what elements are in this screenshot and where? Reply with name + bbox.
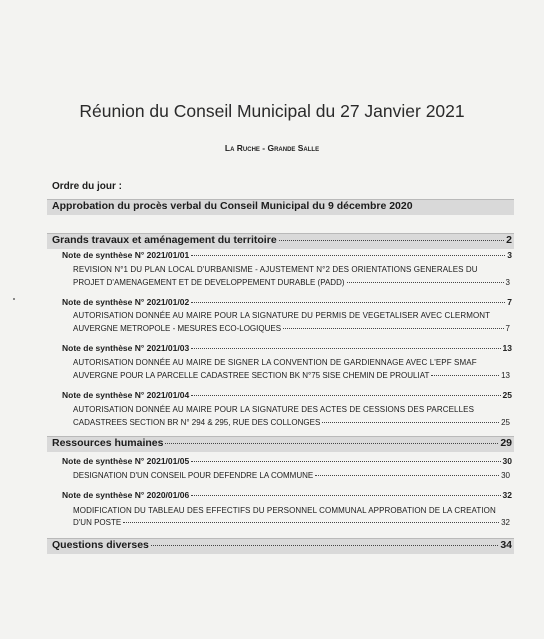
item-text: DESIGNATION D'UN CONSEIL POUR DEFENDRE LA COMMUNE xyxy=(73,471,314,480)
note-label: Note de synthèse N° 2021/01/05 xyxy=(62,456,190,466)
item-text: AUVERGNE POUR LA PARCELLE CADASTREE SECTION BK N°75 SISE CHEMIN DE PROULIAT xyxy=(73,371,430,380)
toc-item xyxy=(73,471,510,480)
toc-note xyxy=(62,490,512,500)
toc-note xyxy=(62,297,512,307)
page-number: 29 xyxy=(500,437,512,449)
page-number: 13 xyxy=(501,371,510,380)
margin-mark xyxy=(13,298,15,300)
toc-section xyxy=(52,234,512,246)
page-number: 2 xyxy=(506,234,512,246)
agenda-label: Ordre du jour : xyxy=(52,181,122,192)
toc-item-line: MODIFICATION DU TABLEAU DES EFFECTIFS DU PERSONNEL COMMUNAL APPROBATION DE LA CREATION xyxy=(73,506,496,515)
section-title: Ressources humaines xyxy=(52,437,164,449)
dot-leader xyxy=(315,475,499,476)
dot-leader xyxy=(191,255,505,256)
toc-item xyxy=(73,418,510,427)
page-number: 34 xyxy=(500,539,512,551)
page-number: 32 xyxy=(502,490,512,500)
dot-leader xyxy=(431,375,499,376)
dot-leader xyxy=(191,495,500,496)
section-title: Questions diverses xyxy=(52,539,149,551)
toc-note xyxy=(62,390,512,400)
page-number: 25 xyxy=(502,390,512,400)
dot-leader xyxy=(191,395,500,396)
item-text: CADASTREES SECTION BR N° 294 & 295, RUE DES COLLONGES xyxy=(73,418,321,427)
page-number: 32 xyxy=(501,518,510,527)
page-number: 30 xyxy=(501,471,510,480)
toc-item xyxy=(73,278,510,287)
section-title: Grands travaux et aménagement du territoire xyxy=(52,234,277,246)
item-text: PROJET D'AMENAGEMENT ET DE DEVELOPPEMENT DURABLE (PADD) xyxy=(73,278,345,287)
toc-item xyxy=(73,518,510,527)
toc-item xyxy=(73,324,510,333)
toc-section xyxy=(52,437,512,449)
note-label: Note de synthèse N° 2021/01/04 xyxy=(62,390,190,400)
dot-leader xyxy=(191,348,500,349)
dot-leader xyxy=(123,522,499,523)
toc-section xyxy=(52,539,512,551)
toc-item-line: AUTORISATION DONNÉE AU MAIRE POUR LA SIGNATURE DU PERMIS DE VEGETALISER AVEC CLERMONT xyxy=(73,311,491,320)
dot-leader xyxy=(165,443,498,444)
page-number: 3 xyxy=(507,250,512,260)
page-number: 30 xyxy=(502,456,512,466)
page-number: 7 xyxy=(505,324,510,333)
toc-item-line: AUTORISATION DONNÉE AU MAIRE POUR LA SIGNATURE DES ACTES DE CESSIONS DES PARCELLES xyxy=(73,405,475,414)
page-number: 13 xyxy=(502,343,512,353)
approval-title: Approbation du procès verbal du Conseil Municipal du 9 décembre 2020 xyxy=(52,200,413,212)
toc-note xyxy=(62,343,512,353)
toc-item-line: REVISION N°1 DU PLAN LOCAL D'URBANISME - AJUSTEMENT N°2 DES ORIENTATIONS GENERALES DU xyxy=(73,265,478,274)
dot-leader xyxy=(347,282,504,283)
page-number: 25 xyxy=(501,418,510,427)
toc-item xyxy=(73,371,510,380)
note-label: Note de synthèse N° 2021/01/01 xyxy=(62,250,190,260)
page-number: 7 xyxy=(507,297,512,307)
note-label: Note de synthèse N° 2021/01/02 xyxy=(62,297,190,307)
item-text: D'UN POSTE xyxy=(73,518,122,527)
toc-note xyxy=(62,250,512,260)
page-number: 3 xyxy=(505,278,510,287)
toc-item-line: AUTORISATION DONNÉE AU MAIRE DE SIGNER LA CONVENTION DE GARDIENNAGE AVEC L'EPF SMAF xyxy=(73,358,477,367)
toc-note xyxy=(62,456,512,466)
meeting-location: La Ruche - Grande Salle xyxy=(224,143,320,153)
dot-leader xyxy=(283,328,504,329)
dot-leader xyxy=(151,545,498,546)
item-text: AUVERGNE METROPOLE - MESURES ECO-LOGIQUES xyxy=(73,324,282,333)
dot-leader xyxy=(191,461,500,462)
dot-leader xyxy=(279,240,505,241)
note-label: Note de synthèse N° 2021/01/03 xyxy=(62,343,190,353)
dot-leader xyxy=(191,302,505,303)
dot-leader xyxy=(322,422,499,423)
page-title: Réunion du Conseil Municipal du 27 Janvier 2021 xyxy=(79,101,465,121)
note-label: Note de synthèse N° 2020/01/06 xyxy=(62,490,190,500)
